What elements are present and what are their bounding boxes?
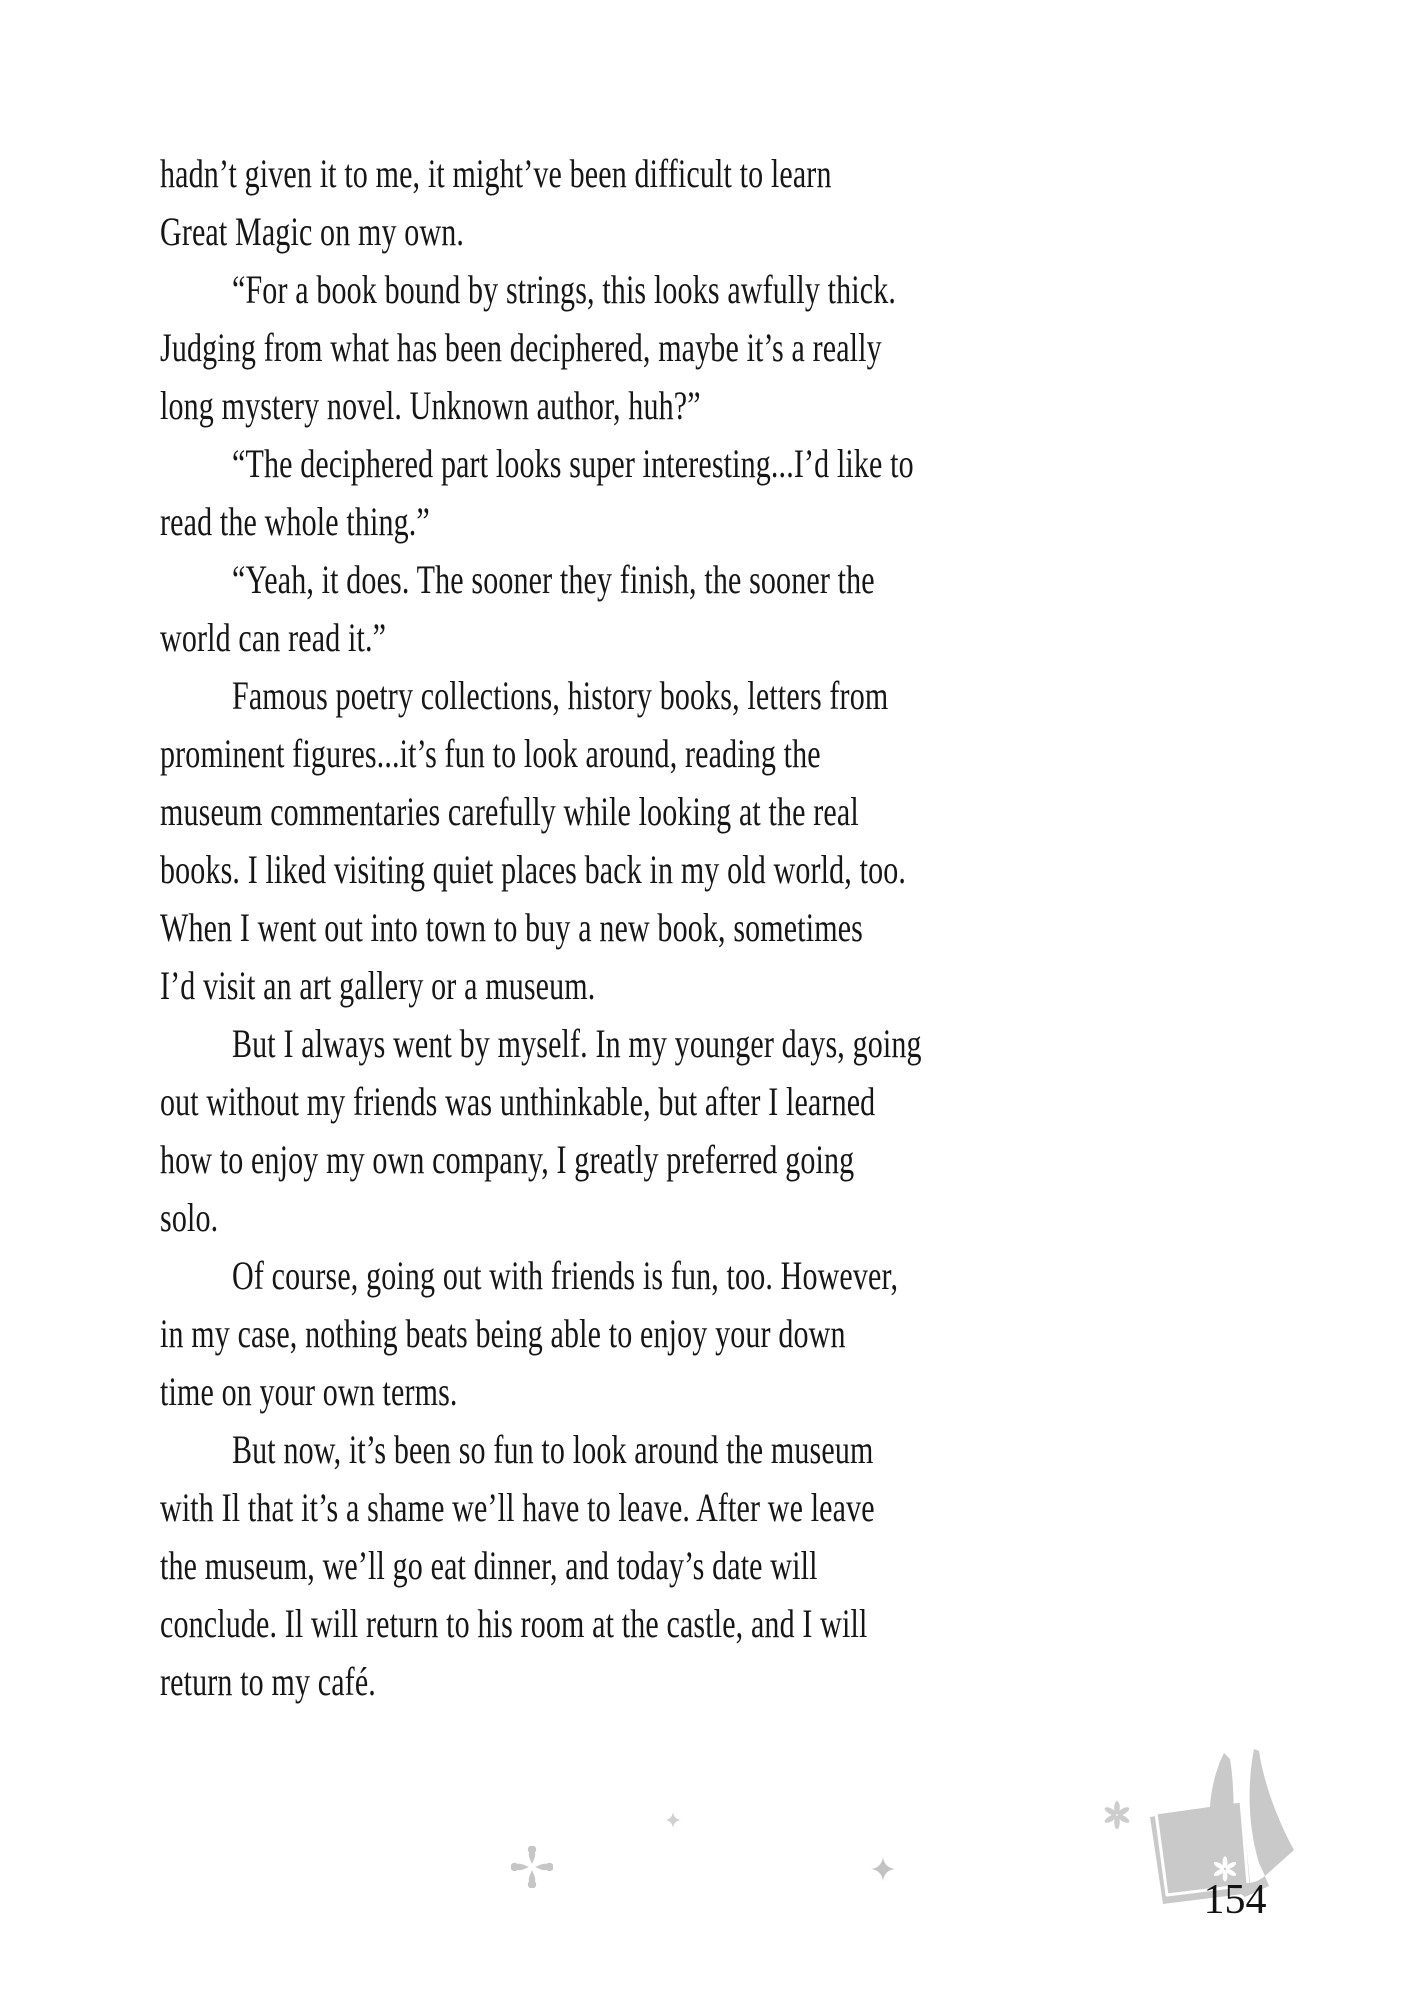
text-line: But now, it’s been so fun to look around the museum: [232, 1427, 874, 1472]
text-line: in my case, nothing beats being able to enjoy your down: [160, 1311, 846, 1356]
text-line: the museum, we’ll go eat dinner, and today’s date will: [160, 1543, 818, 1588]
text-line: solo.: [160, 1195, 219, 1240]
text-line: return to my café.: [160, 1659, 376, 1704]
text-line: “Yeah, it does. The sooner they finish, the sooner the: [232, 557, 875, 602]
text-line: hadn’t given it to me, it might’ve been difficult to learn: [160, 151, 832, 196]
text-line: prominent figures...it’s fun to look around, reading the: [160, 731, 821, 776]
sparkle-small-icon: [665, 1812, 681, 1828]
text-line: “The deciphered part looks super interesting...I’d like to: [232, 441, 914, 486]
text-line: “For a book bound by strings, this looks awfully thick.: [232, 267, 897, 312]
page-text: [160, 145, 1155, 1711]
text-line: I’d visit an art gallery or a museum.: [160, 963, 596, 1008]
text-line: Famous poetry collections, history books, letters from: [232, 673, 889, 718]
text-line: read the whole thing.”: [160, 499, 430, 544]
text-line: with Il that it’s a shame we’ll have to leave. After we leave: [160, 1485, 875, 1530]
text-line: out without my friends was unthinkable, but after I learned: [160, 1079, 876, 1124]
text-line: When I went out into town to buy a new book, sometimes: [160, 905, 863, 950]
text-line: books. I liked visiting quiet places back in my old world, too.: [160, 847, 907, 892]
text-line: long mystery novel. Unknown author, huh?”: [160, 383, 701, 428]
text-line: Of course, going out with friends is fun, too. However,: [232, 1253, 899, 1298]
text-line: But I always went by myself. In my younger days, going: [232, 1021, 922, 1066]
four-point-star-icon: [871, 1857, 895, 1881]
text-line: conclude. Il will return to his room at the castle, and I will: [160, 1601, 868, 1646]
text-line: Judging from what has been deciphered, maybe it’s a really: [160, 325, 882, 370]
text-line: how to enjoy my own company, I greatly preferred going: [160, 1137, 855, 1182]
cross-flower-icon: [511, 1846, 553, 1888]
page-number: 154: [1203, 1877, 1267, 1923]
text-line: time on your own terms.: [160, 1369, 458, 1414]
text-line: Great Magic on my own.: [160, 209, 465, 254]
text-line: museum commentaries carefully while looking at the real: [160, 789, 859, 834]
text-line: world can read it.”: [160, 615, 387, 660]
asterisk-flower-icon: [1103, 1801, 1131, 1829]
